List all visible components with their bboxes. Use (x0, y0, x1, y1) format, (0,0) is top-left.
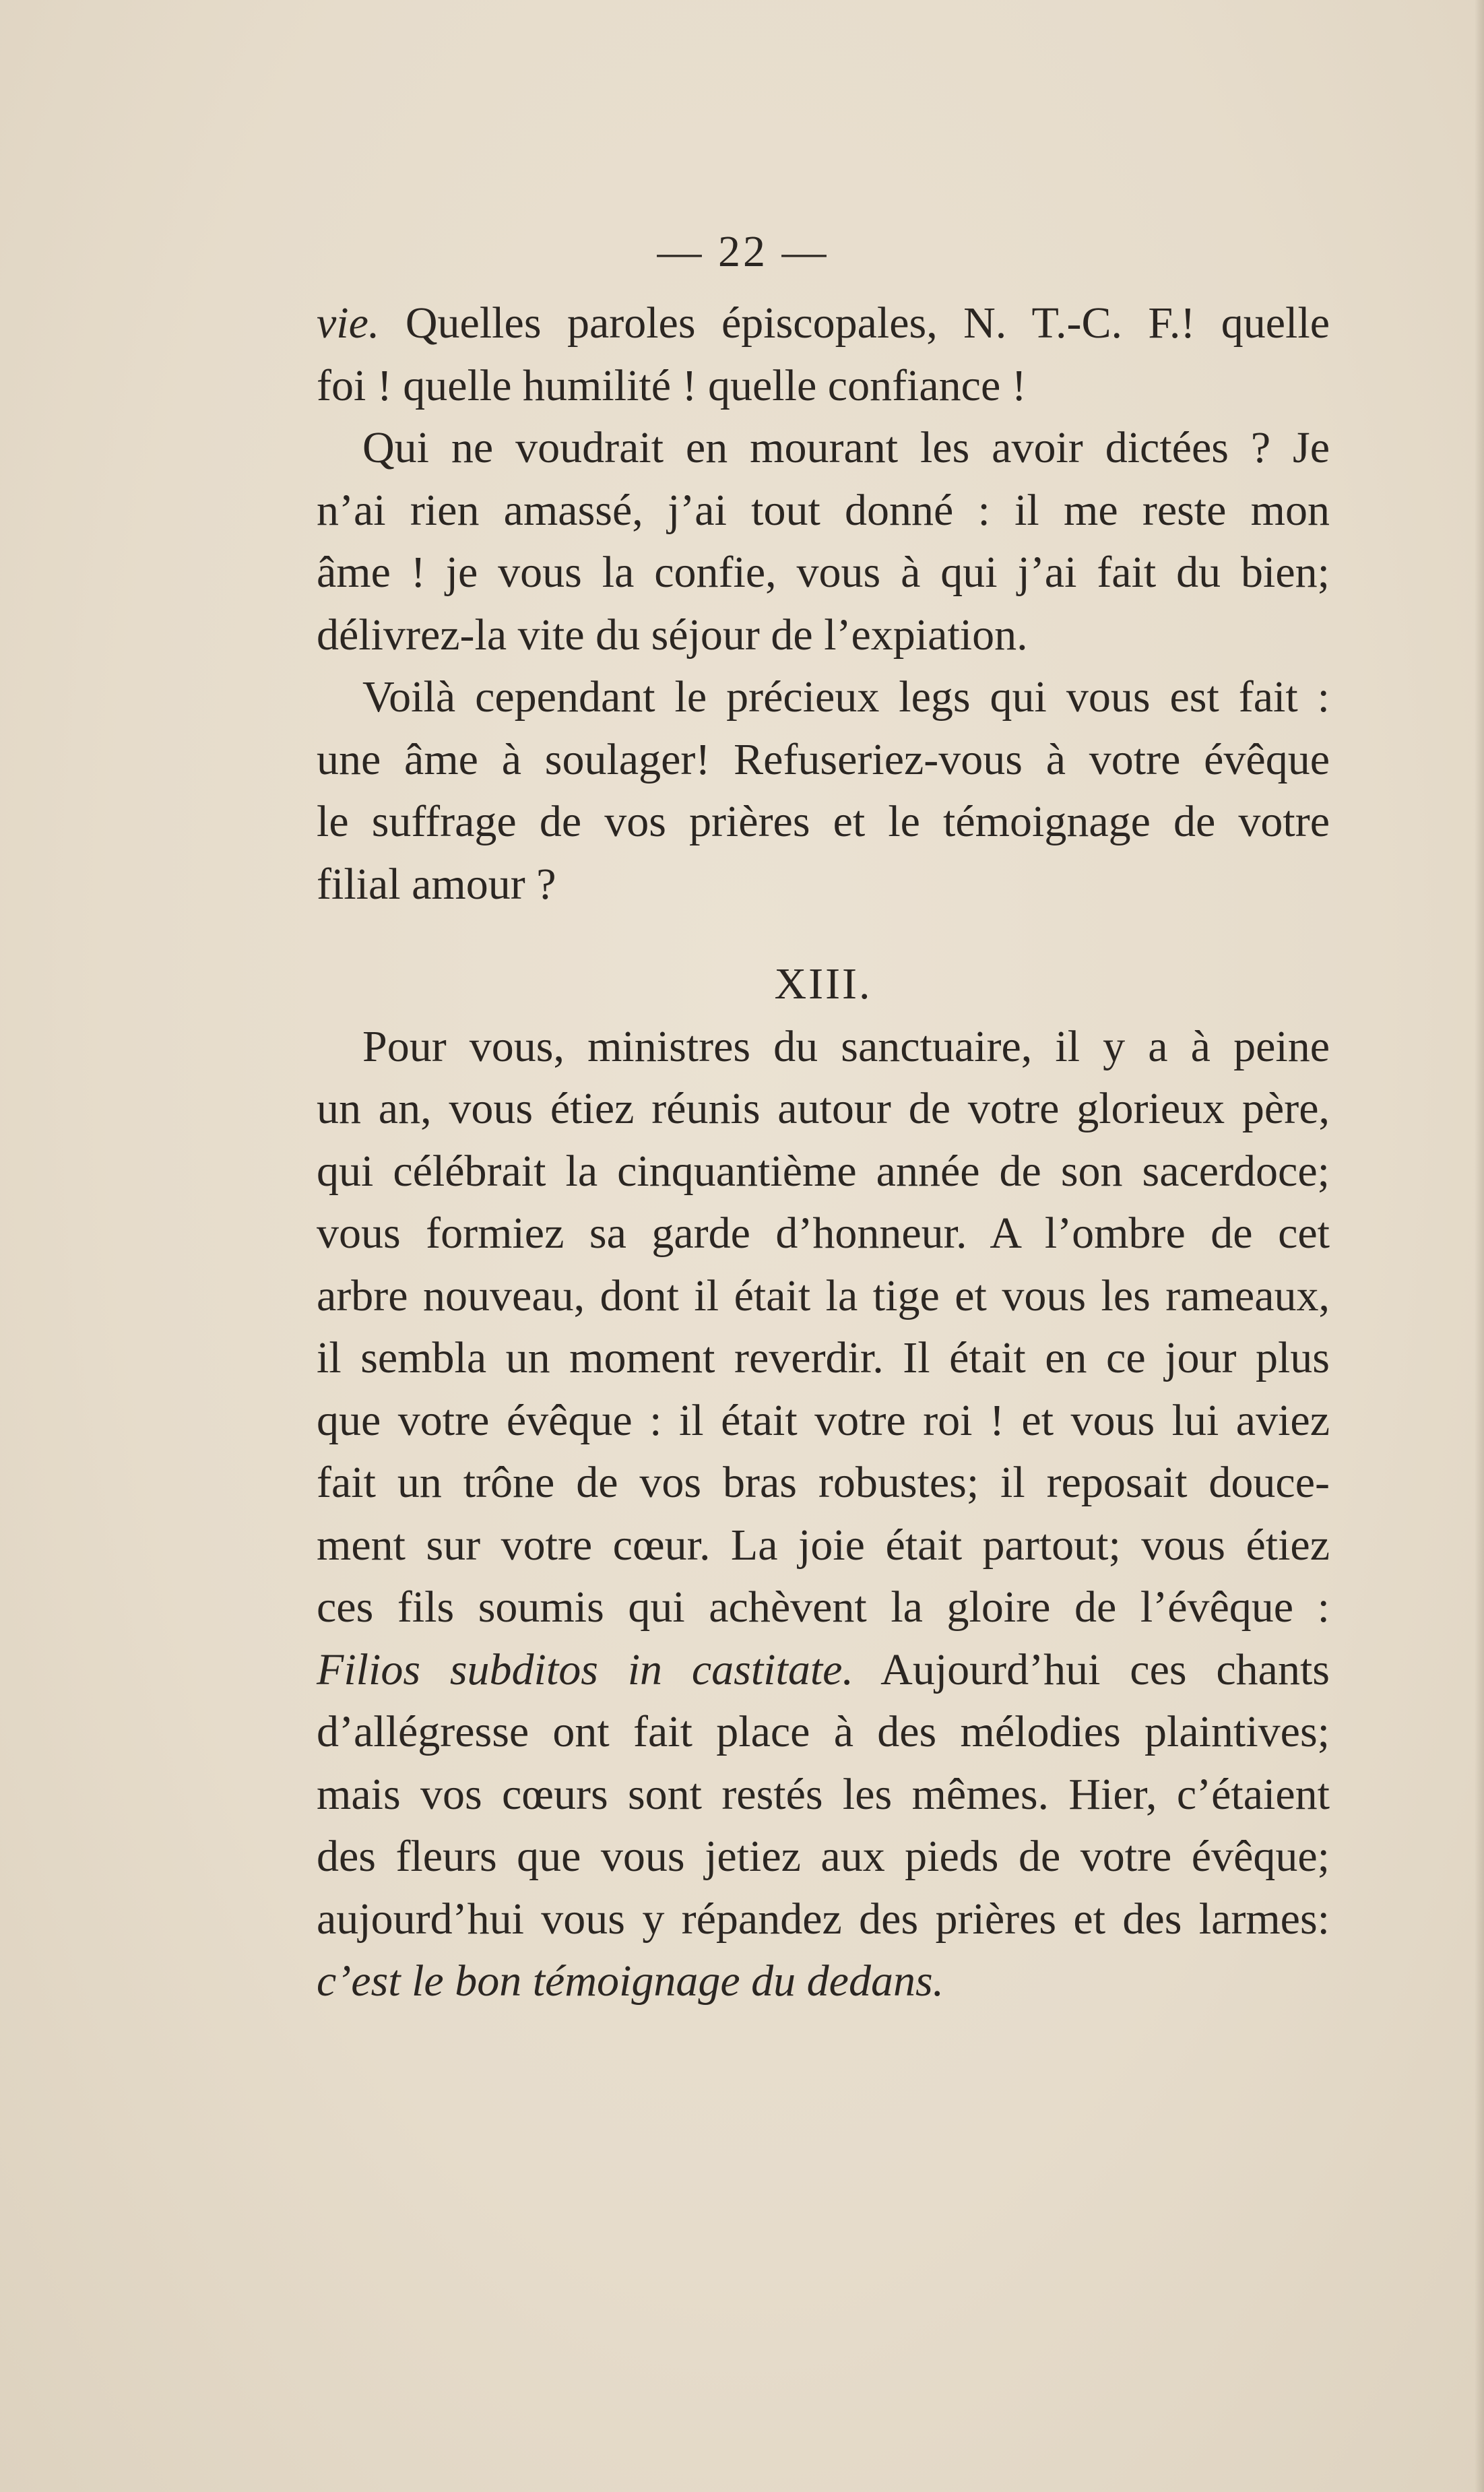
paragraph-4-line-12: d’allégresse ont fait place à des mélodies plaintives; (317, 1707, 1330, 1756)
paragraph-4-line-7: que votre évêque : il était votre roi ! et vous lui aviez (317, 1395, 1330, 1445)
paragraph-2-line-4: délivrez-la vite du séjour de l’expiation. (317, 610, 1028, 660)
paragraph-3-line-4: filial amour ? (317, 859, 556, 909)
paragraph-4-line-4: vous formiez sa garde d’honneur. A l’ombre de cet (317, 1209, 1330, 1258)
italic-word: vie. (317, 298, 380, 348)
paragraph-4-line-8: fait un trône de vos bras robustes; il reposait douce- (317, 1458, 1330, 1507)
paragraph-4-line-16 (317, 1950, 1330, 2013)
paragraph-2-line-3: âme ! je vous la confie, vous à qui j’ai fait du bien; (317, 548, 1330, 597)
paragraph-4-line-2: un an, vous étiez réunis autour de votre glorieux père, (317, 1084, 1330, 1133)
section-heading: XIII. (774, 959, 872, 1009)
paragraph-1-line-1 (317, 292, 1330, 355)
paragraph-4-line-9: ment sur votre cœur. La joie était partout; vous étiez (317, 1520, 1330, 1570)
paragraph-4-line-11 (317, 1639, 1330, 1702)
paragraph-4-line-6: il sembla un moment reverdir. Il était en ce jour plus (317, 1333, 1330, 1382)
page-number: — 22 — (657, 227, 829, 276)
paragraph-4-line-15: aujourd’hui vous y répandez des prières et des larmes: (317, 1894, 1330, 1944)
page-edge-shadow (1475, 0, 1484, 2492)
italic-closing: c’est le bon témoignage du dedans. (317, 1956, 944, 2006)
paragraph-4-line-5: arbre nouveau, dont il était la tige et vous les rameaux, (317, 1271, 1330, 1320)
paragraph-3-line-3: le suffrage de vos prières et le témoignage de votre (317, 797, 1330, 846)
paragraph-3-line-1: Voilà cependant le précieux legs qui vous est fait : (362, 672, 1330, 722)
body-text (317, 292, 1330, 2013)
paragraph-2-line-2: n’ai rien amassé, j’ai tout donné : il me reste mon (317, 485, 1330, 535)
italic-quote: Filios subditos in castitate. (317, 1644, 853, 1694)
paragraph-4-line-13: mais vos cœurs sont restés les mêmes. Hier, c’étaient (317, 1769, 1330, 1819)
paragraph-3-line-2: une âme à soulager! Refuseriez-vous à votre évêque (317, 734, 1330, 784)
paragraph-2-line-1: Qui ne voudrait en mourant les avoir dictées ? Je (362, 423, 1330, 472)
paragraph-4-line-1: Pour vous, ministres du sanctuaire, il y a à peine (362, 1021, 1330, 1071)
line-text: Aujourd’hui ces chants (880, 1644, 1330, 1694)
section-gap (317, 916, 1330, 953)
paragraph-4-line-3: qui célébrait la cinquantième année de son sacerdoce; (317, 1146, 1330, 1196)
paragraph-1-line-2: foi ! quelle humilité ! quelle confiance ! (317, 360, 1027, 410)
paragraph-4-line-14: des fleurs que vous jetiez aux pieds de votre évêque; (317, 1832, 1330, 1881)
line-text: Quelles paroles épiscopales, N. T.-C. F.! quelle (405, 298, 1330, 348)
paragraph-4-line-10: ces fils soumis qui achèvent la gloire de l’évêque : (317, 1583, 1330, 1632)
